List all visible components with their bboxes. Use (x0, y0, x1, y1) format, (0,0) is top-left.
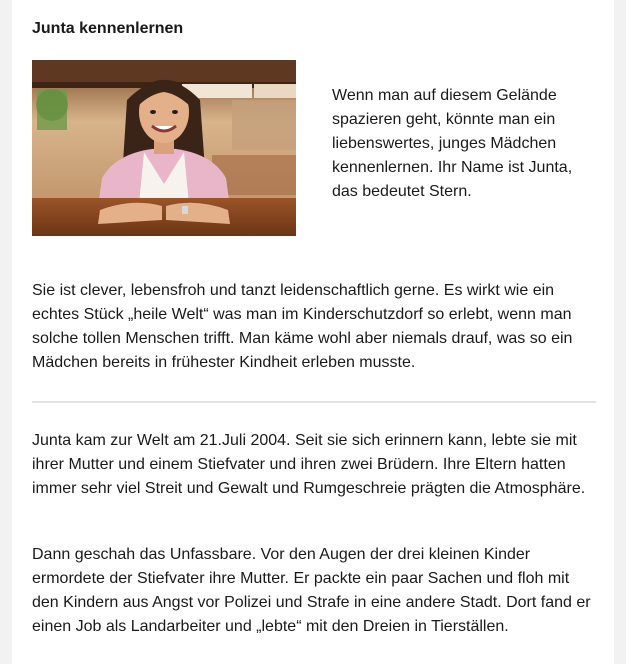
intro-text: Wenn man auf diesem Gelände spazieren geht, könnte man ein liebenswertes, junges Mädchen kennenlernen. Ihr Name ist Junta, das bedeutet Stern. (332, 87, 573, 200)
section-divider (32, 401, 596, 403)
paragraph-tragedy: Dann geschah das Unfassbare. Vor den Augen der drei kleinen Kinder ermordete der Stiefvater ihre Mutter. Er packte ein paar Sachen und floh mit den Kindern aus Angst vor Polizei und Strafe in eine andere Stadt. Dort fand er einen Job als Landarbeiter und „lebte“ mit den Dreien in Tierställen. (32, 546, 591, 635)
section-heading: Junta kennenlernen (32, 20, 184, 37)
paragraph-birth: Junta kam zur Welt am 21.Juli 2004. Seit sie sich erinnern kann, lebte sie mit ihrer Mutter und einem Stiefvater und ihren zwei Brüdern. Ihre Eltern hatten immer sehr viel Streit und Gewalt und Rumgeschreie prägten die Atmosphäre. (32, 432, 586, 497)
paragraph-character: Sie ist clever, lebensfroh und tanzt leidenschaftlich gerne. Es wirkt wie ein echtes Stück „heile Welt“ was man im Kinderschutzdorf so erlebt, wenn man solche tollen Menschen trifft. Man käme wohl aber niemals drauf, was so ein Mädchen bereits in frühester Kindheit erleben musste. (32, 282, 573, 371)
portrait-photo (32, 60, 296, 236)
portrait-photo-icon (32, 60, 296, 236)
article-page (12, 0, 614, 664)
